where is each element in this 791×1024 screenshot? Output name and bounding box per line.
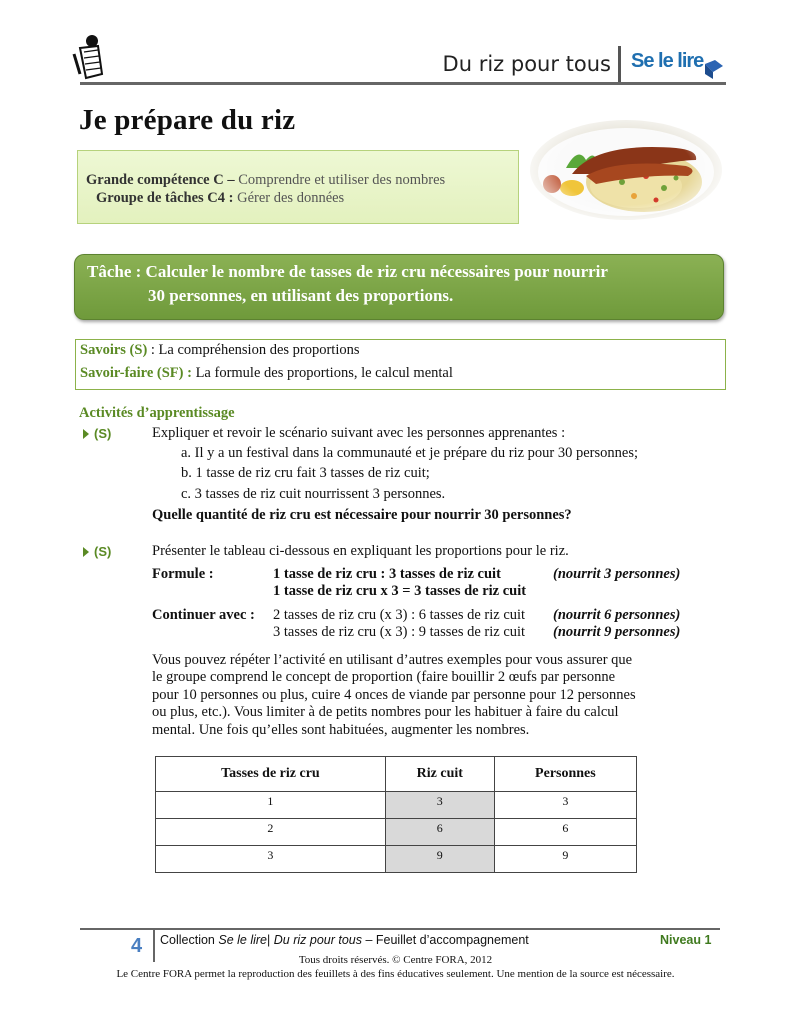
table-cell: 1 [156,792,386,819]
grande-competence-text: Comprendre et utiliser des nombres [234,172,446,188]
paragraph-line-3: pour 10 personnes ou plus, cuire 4 onces de viande par personne pour 12 personnes [152,687,636,703]
continuer-line-2: 3 tasses de riz cru (x 3) : 9 tasses de riz cuit [273,624,526,640]
table-row [156,792,637,819]
footer-rule [80,928,720,930]
header-title: Du riz pour tous [442,52,611,76]
task-banner [74,254,724,320]
table-cell: 3 [156,846,386,873]
bullet-arrow-icon [83,429,89,439]
footer-rights: Tous droits réservés. © Centre FORA, 2012 [298,954,493,966]
reading-person-icon [72,34,112,82]
continuer-note-1: (nourrit 6 personnes) [553,607,681,623]
formule-line-1: 1 tasse de riz cru : 3 tasses de riz cuit [273,566,501,582]
grande-competence-line [86,172,445,189]
paragraph-line-5: mental. Une fois qu’elles sont habituées, augmenter les nombres. [152,722,530,738]
activities-heading: Activités d’apprentissage [79,405,235,421]
bullet-arrow-icon [83,547,89,557]
table-row [156,846,637,873]
footer-separator: | [267,933,274,947]
table-row [156,819,637,846]
table-header-row [156,757,637,792]
formule-note-1: (nourrit 3 personnes) [553,566,681,582]
activity-2-intro: Présenter le tableau ci-dessous en expliquant les proportions pour le riz. [152,543,569,559]
footer-level: Niveau 1 [660,933,712,947]
paragraph-line-4: ou plus, etc.). Vous limiter à de petits nombres pour les habituer à faire du calcul [152,704,619,720]
formule-line-2: 1 tasse de riz cru x 3 = 3 tasses de riz cuit [273,583,527,599]
footer-collection-prefix: Collection [160,933,219,947]
activity-1-intro: Expliquer et revoir le scénario suivant avec les personnes apprenantes : [152,425,566,441]
column-header: Riz cuit [385,757,494,792]
table-cell: 2 [156,819,386,846]
activity-1-b: b. 1 tasse de riz cru fait 3 tasses de riz cuit; [181,465,430,481]
table-cell: 3 [385,792,494,819]
table-cell: 9 [385,846,494,873]
continuer-line-1: 2 tasses de riz cru (x 3) : 6 tasses de riz cuit [273,607,526,623]
activity-1-a: a. Il y a un festival dans la communauté et je prépare du riz pour 30 personnes; [181,445,638,461]
bullet-label: (S) [94,426,112,441]
competence-box [77,150,519,224]
savoirs-line [80,342,360,359]
footer-collection [160,933,529,947]
brand-logo [631,50,725,82]
table-cell: 9 [494,846,636,873]
table-cell: 3 [494,792,636,819]
groupe-taches-text: Gérer des données [233,190,345,206]
savoirs-label: Savoirs (S) [80,342,148,358]
footer-series: Du riz pour tous [273,933,362,947]
savoirs-text: : La compréhension des proportions [147,342,360,358]
activity-1-question: Quelle quantité de riz cru est nécessaire pour nourrir 30 personnes? [152,507,572,523]
brand-logo-text: Se le lire [631,50,704,72]
task-line-1: Tâche : Calculer le nombre de tasses de riz cru nécessaires pour nourrir [87,262,608,281]
savoir-faire-label: Savoir-faire (SF) : [80,365,192,381]
grande-competence-label: Grande compétence C – [86,172,235,188]
column-header: Tasses de riz cru [156,757,386,792]
groupe-taches-line [96,190,344,207]
book-icon [703,58,725,80]
column-header: Personnes [494,757,636,792]
savoirs-box [75,339,726,390]
page-title: Je prépare du riz [79,104,296,136]
proportions-table [155,756,637,873]
table-cell: 6 [385,819,494,846]
continuer-label: Continuer avec : [152,607,255,623]
savoir-faire-line [80,365,453,382]
bullet-label: (S) [94,544,112,559]
task-line-2: 30 personnes, en utilisant des proportions. [148,286,454,305]
paragraph-line-1: Vous pouvez répéter l’activité en utilisant d’autres exemples pour vous assurer que [152,652,633,668]
continuer-note-2: (nourrit 9 personnes) [553,624,681,640]
footer-copyright-note: Le Centre FORA permet la reproduction des feuillets à des fins éducatives seulement. Une mention de la source est nécessaire. [116,968,675,980]
rice-dish-image [526,112,726,224]
page-number: 4 [131,935,143,957]
footer-suffix: – Feuillet d’accompagnement [361,933,529,947]
savoir-faire-text: La formule des proportions, le calcul mental [191,365,453,381]
activity-1-c: c. 3 tasses de riz cuit nourrissent 3 personnes. [181,486,446,502]
paragraph-line-2: le groupe comprend le concept de proportion (faire bouillir 2 œufs par personne [152,669,616,685]
table-cell: 6 [494,819,636,846]
footer-collection-name: Se le lire [218,933,268,947]
header-rule [80,82,726,85]
formule-label: Formule : [152,566,214,582]
header-divider [618,46,621,84]
groupe-taches-label: Groupe de tâches C4 : [96,190,234,206]
